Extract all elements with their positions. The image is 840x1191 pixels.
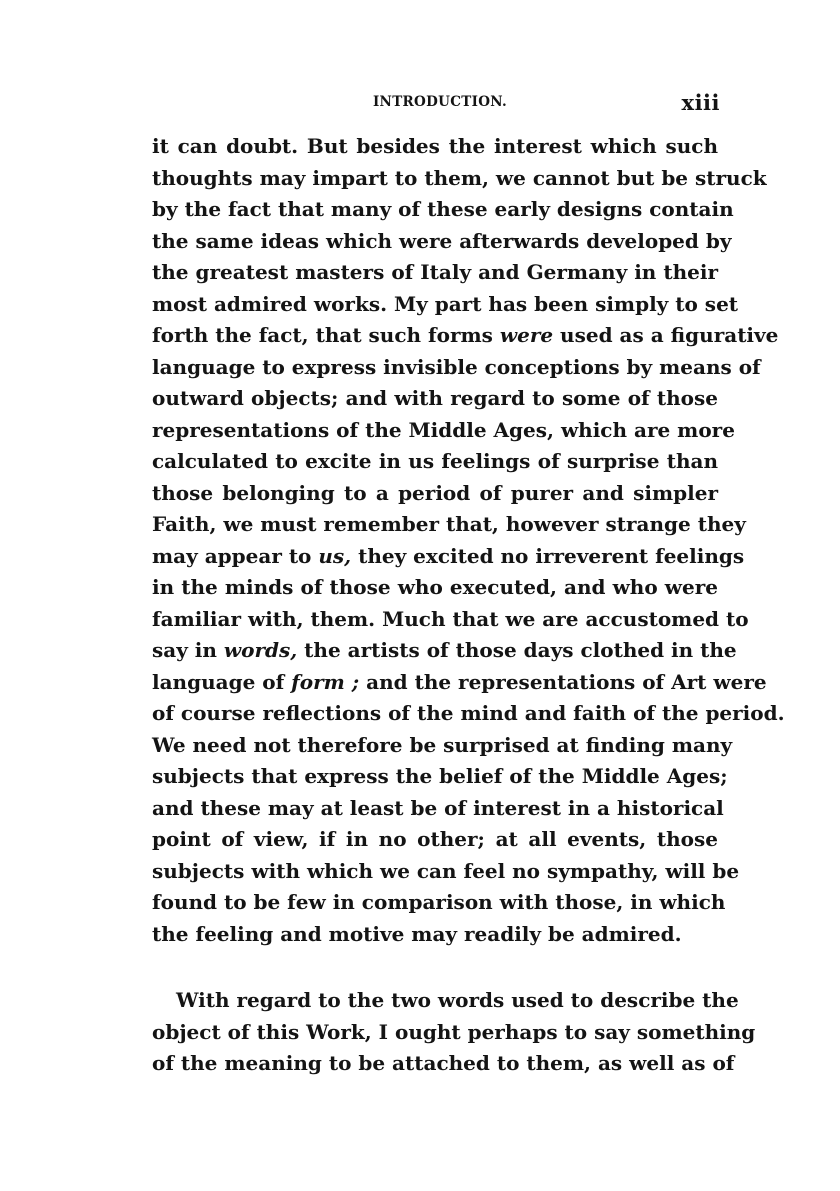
text-line: thoughts may impart to them, we cannot but be struck (152, 165, 767, 190)
italic-emphasis: were (499, 323, 554, 347)
text-line: Faith, we must remember that, however strange they (152, 512, 746, 536)
text-line: familiar with, them. Much that we are accustomed to (152, 606, 749, 631)
page-header (152, 92, 728, 114)
text-line: most admired works. My part has been simply to set (152, 291, 739, 316)
italic-emphasis: words, (223, 638, 298, 662)
italic-emphasis: form ; (291, 669, 360, 694)
text-line: subjects with which we can feel no sympathy, will be (152, 858, 740, 883)
text-line: in the minds of those who executed, and who were (152, 575, 718, 599)
text-line: We need not therefore be surprised at finding many (152, 732, 733, 757)
text-line: forth the fact, that such forms were used as a figurative (152, 323, 779, 347)
text-line: the feeling and motive may readily be admired. (152, 921, 682, 946)
text-line: of course reflections of the mind and faith of the period. (152, 701, 785, 725)
running-head: INTRODUCTION. (372, 94, 508, 110)
text-line: language to express invisible conceptions by means of (152, 354, 761, 379)
text-line: it can doubt. But besides the interest which such (152, 134, 718, 158)
text-line: those belonging to a period of purer and simpler (152, 480, 718, 505)
text-line: say in words, the artists of those days clothed in the (152, 638, 737, 662)
text-line: of the meaning to be attached to them, as well as of (152, 1051, 735, 1075)
text-line: by the fact that many of these early designs contain (152, 197, 734, 221)
italic-emphasis: us, (318, 543, 352, 568)
paragraph-1 (152, 131, 785, 950)
text-line: outward objects; and with regard to some of those (152, 386, 718, 410)
text-line: representations of the Middle Ages, which are more (152, 417, 735, 442)
paragraph-2 (152, 985, 756, 1080)
text-line: With regard to the two words used to describe the (176, 988, 739, 1012)
text-line: point of view, if in no other; at all events, those (152, 827, 718, 851)
text-line: the same ideas which were afterwards developed by (152, 228, 732, 253)
text-line: found to be few in comparison with those, in which (152, 890, 726, 914)
page-number: xiii (681, 90, 720, 115)
text-line: object of this Work, I ought perhaps to say something (152, 1019, 756, 1044)
text-line: may appear to us, they excited no irreverent feelings (152, 543, 745, 568)
text-line: calculated to excite in us feelings of surprise than (152, 449, 718, 473)
text-line: the greatest masters of Italy and Germany in their (152, 260, 718, 284)
text-line: and these may at least be of interest in a historical (152, 795, 724, 820)
text-line: subjects that express the belief of the Middle Ages; (152, 764, 728, 788)
text-line: language of form ; and the representations of Art were (152, 669, 767, 694)
